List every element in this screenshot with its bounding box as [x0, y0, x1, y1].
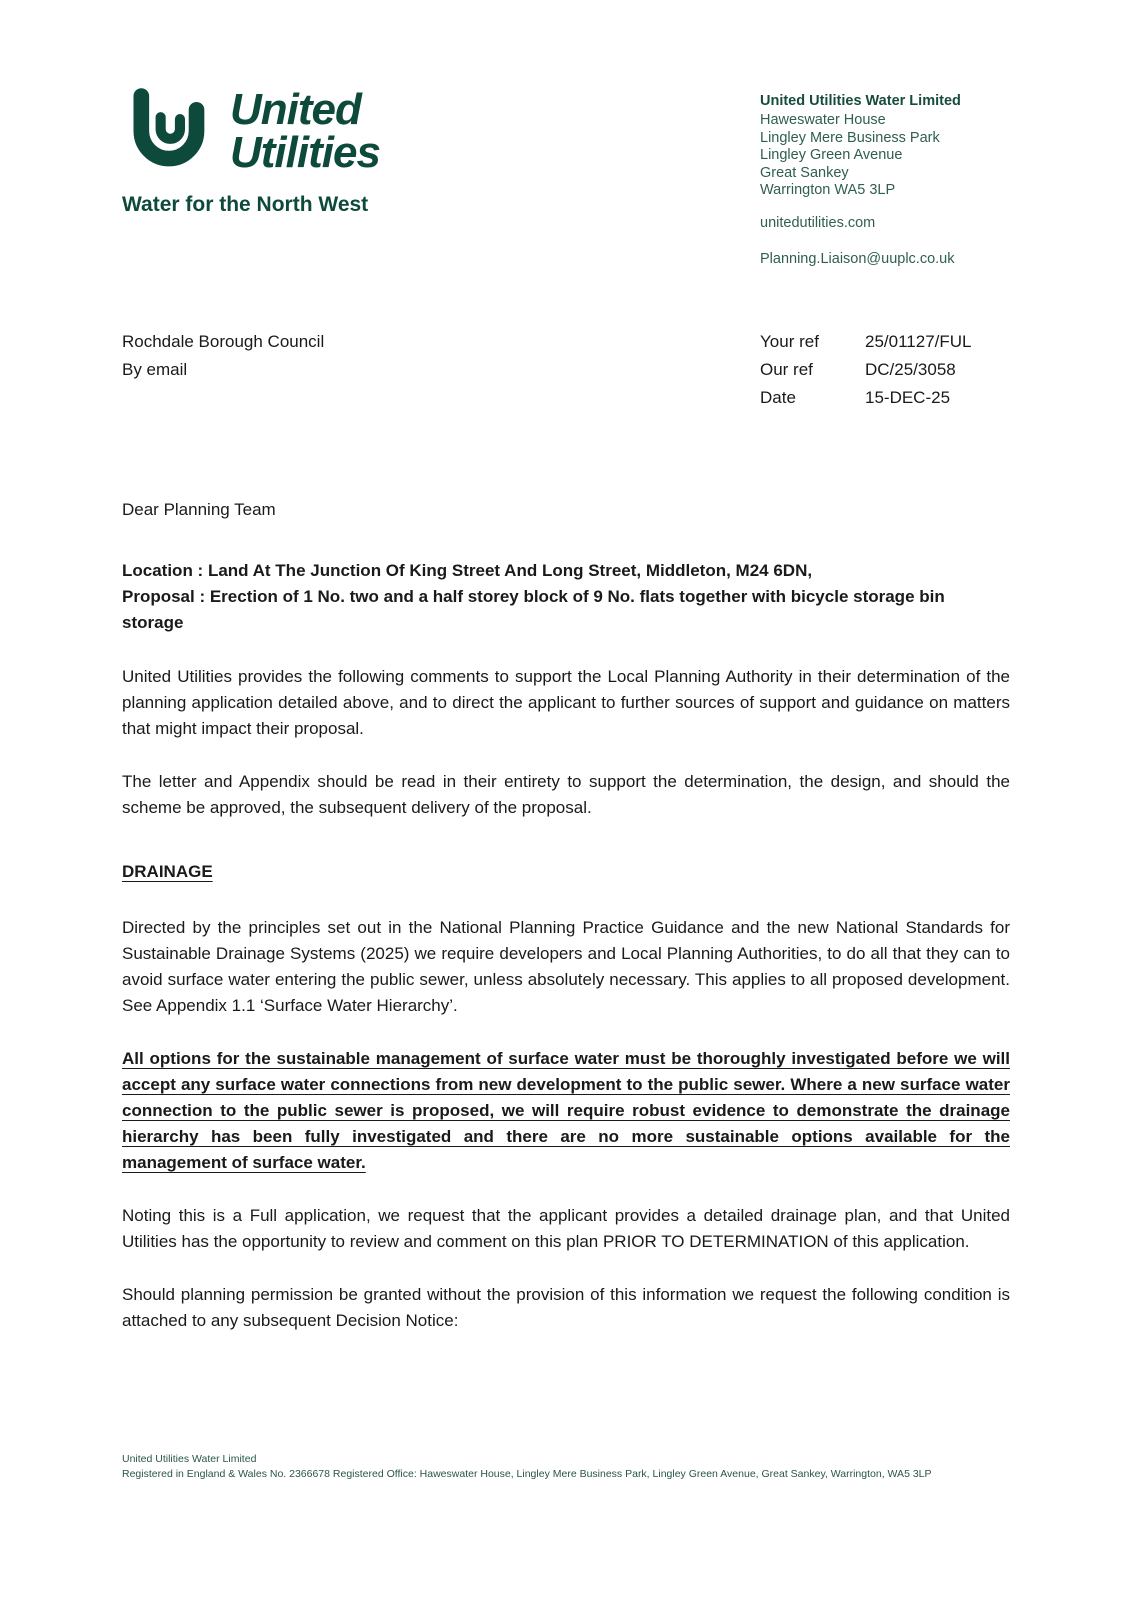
recipient-name: Rochdale Borough Council: [122, 332, 325, 352]
your-ref-label: Your ref: [760, 332, 819, 352]
recipient-block: [122, 328, 324, 412]
date-label: Date: [760, 388, 796, 408]
letter-body: [122, 497, 1010, 1334]
company-address-block: [760, 85, 1010, 268]
logo-tagline: Water for the North West: [122, 193, 369, 216]
paragraph-intro: United Utilities provides the following comments to support the Local Planning Authority in their determination of the planning application detailed above, and to direct the applicant to further sources of support and guidance on matters that might impact their proposal.: [122, 667, 1010, 739]
subject-location: Location : Land At The Junction Of King Street And Long Street, Middleton, M24 6DN,: [122, 561, 813, 581]
footer-company-name: United Utilities Water Limited: [122, 1453, 257, 1465]
salutation: Dear Planning Team: [122, 500, 276, 520]
our-ref-value: DC/25/3058: [865, 360, 956, 380]
company-address-line: Lingley Green Avenue: [760, 147, 903, 164]
paragraph-condition: Should planning permission be granted without the provision of this information we request the following condition is attached to any subsequent Decision Notice:: [122, 1285, 1010, 1331]
company-address-line: Great Sankey: [760, 164, 849, 181]
reference-block: [760, 328, 1010, 412]
letter-footer: [122, 1452, 1042, 1482]
company-website: unitedutilities.com: [760, 215, 876, 232]
united-utilities-logo-icon: [122, 85, 214, 177]
company-address-line: Haweswater House: [760, 112, 886, 129]
meta-row: [122, 328, 1010, 412]
subject-proposal: Proposal : Erection of 1 No. two and a half storey block of 9 No. flats together with bicycle storage bin storage: [122, 587, 945, 633]
paragraph-emphasis: All options for the sustainable management of surface water must be thoroughly investigated before we will accept any surface water connections from new development to the public sewer. Where a new surface water connection to the public sewer is proposed, we will require robust evidence to demonstrate the drainage hierarchy has been fully investigated and there are no more sustainable options available for the management of surface water.: [122, 1049, 1010, 1173]
date-value: 15-DEC-25: [865, 388, 951, 408]
footer-registration: Registered in England & Wales No. 2366678 Registered Office: Haweswater House, Lingley Mere Business Park, Lingley Green Avenue, Great Sankey, Warrington, WA5 3LP: [122, 1468, 932, 1481]
letterhead: [122, 85, 1010, 268]
ref-row: [760, 384, 1010, 412]
ref-row: [760, 328, 1010, 356]
logo-block: [122, 85, 380, 217]
logo-wordmark-line1: United: [230, 84, 361, 134]
subject-block: [122, 558, 1010, 636]
ref-row: [760, 356, 1010, 384]
drainage-heading: DRAINAGE: [122, 862, 213, 882]
paragraph-principles: Directed by the principles set out in the National Planning Practice Guidance and the new National Standards for Sustainable Drainage Systems (2025) we require developers and Local Planning Authorities, to do all that they can to avoid surface water entering the public sewer, unless absolutely necessary. This applies to all proposed development. See Appendix 1.1 ‘Surface Water Hierarchy’.: [122, 918, 1010, 1016]
recipient-delivery-method: By email: [122, 360, 188, 380]
paragraph-full-application: Noting this is a Full application, we request that the applicant provides a detailed drainage plan, and that United Utilities has the opportunity to review and comment on this plan PRIOR TO DETERMINATION of this application.: [122, 1206, 1010, 1252]
company-name: United Utilities Water Limited: [760, 93, 961, 109]
logo-wordmark-line2: Utilities: [230, 128, 380, 177]
your-ref-value: 25/01127/FUL: [865, 332, 972, 352]
paragraph-entirety: The letter and Appendix should be read in their entirety to support the determination, the design, and should the scheme be approved, the subsequent delivery of the proposal.: [122, 772, 1010, 818]
our-ref-label: Our ref: [760, 360, 813, 380]
logo-wordmark: [230, 84, 380, 177]
company-address-line: Lingley Mere Business Park: [760, 129, 940, 146]
company-address-line: Warrington WA5 3LP: [760, 181, 896, 198]
company-email: Planning.Liaison@uuplc.co.uk: [760, 250, 955, 267]
